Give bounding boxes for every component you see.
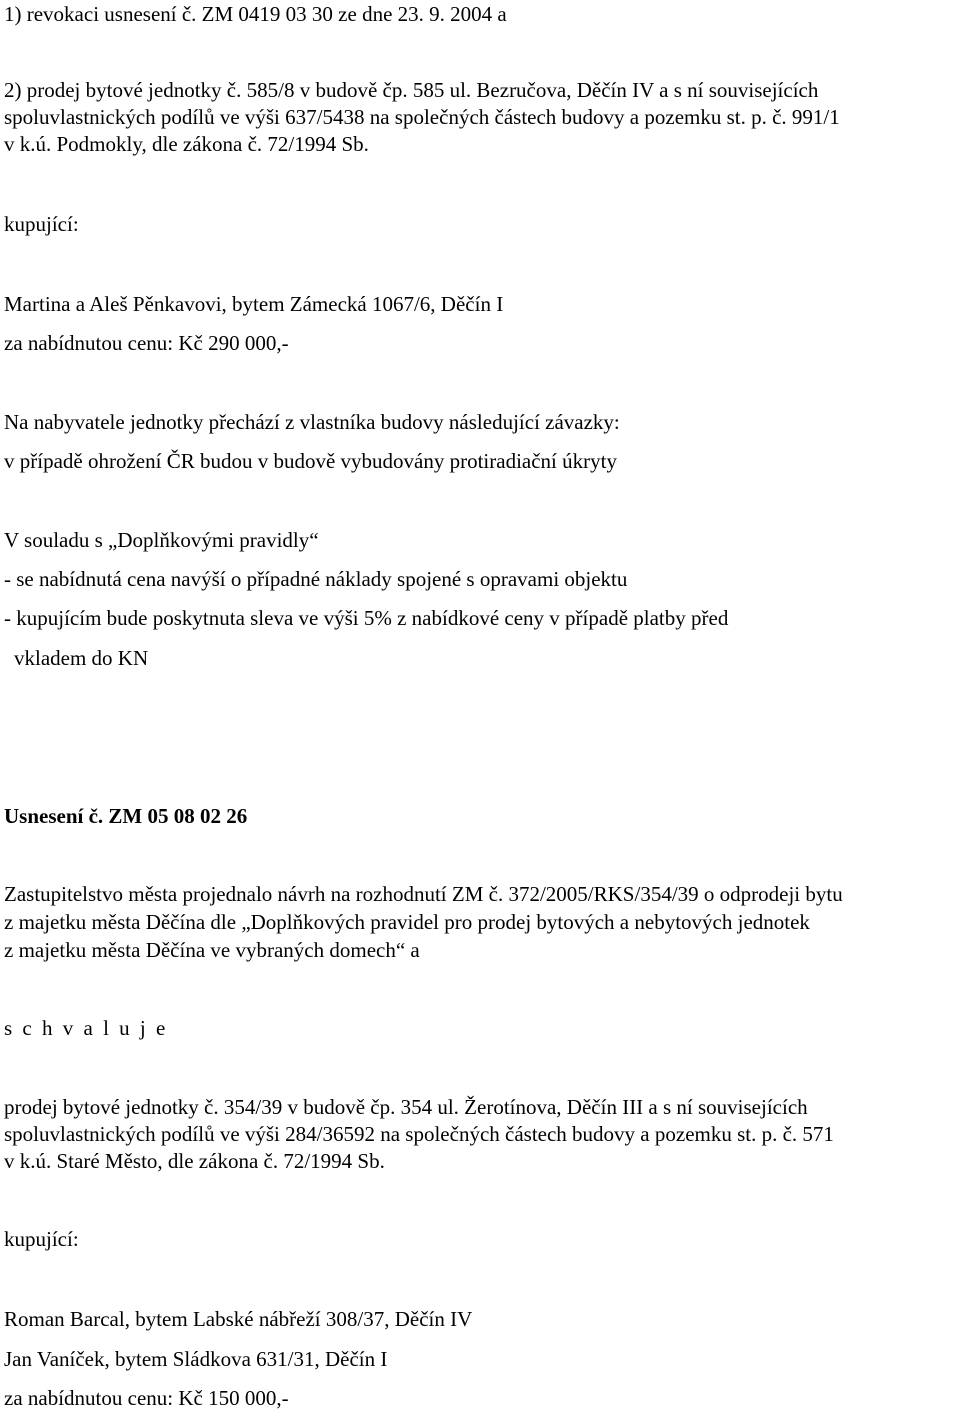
rule-item: - kupujícím bude poskytnuta sleva ve výši 5% z nabídkové ceny v případě platby před [4, 606, 729, 630]
sale-item-line: 2) prodej bytové jednotky č. 585/8 v budově čp. 585 ul. Bezručova, Děčín IV a s ní souvisejících [4, 78, 819, 102]
resolution-intro-line: z majetku města Děčína dle „Doplňkových pravidel pro prodej bytových a nebytových jednotek [4, 910, 810, 934]
resolution-intro-line: z majetku města Děčína ve vybraných domech“ a [4, 938, 420, 962]
obligation-intro: Na nabyvatele jednotky přechází z vlastníka budovy následující závazky: [4, 410, 620, 434]
obligation-text: v případě ohrožení ČR budou v budově vybudovány protiradiační úkryty [4, 449, 617, 473]
resolution-intro-line: Zastupitelstvo města projednalo návrh na rozhodnutí ZM č. 372/2005/RKS/354/39 o odprodeji bytu [4, 882, 843, 906]
buyer-label: kupující: [4, 1227, 79, 1251]
buyer-name: Jan Vaníček, bytem Sládkova 631/31, Děčín I [4, 1347, 388, 1371]
revocation-item: 1) revokaci usnesení č. ZM 0419 03 30 ze dne 23. 9. 2004 a [4, 2, 507, 26]
rules-intro: V souladu s „Doplňkovými pravidly“ [4, 528, 319, 552]
buyer-name: Roman Barcal, bytem Labské nábřeží 308/37, Děčín IV [4, 1307, 473, 1331]
offered-price: za nabídnutou cenu: Kč 150 000,- [4, 1386, 289, 1410]
sale-item-line: spoluvlastnických podílů ve výši 637/5438 na společných částech budovy a pozemku st. p. č. 991/1 [4, 105, 840, 129]
buyer-label: kupující: [4, 212, 79, 236]
resolution-heading: Usnesení č. ZM 05 08 02 26 [4, 804, 248, 828]
sale-description-line: spoluvlastnických podílů ve výši 284/36592 na společných částech budovy a pozemku st. p. č. 571 [4, 1122, 834, 1146]
sale-item-line: v k.ú. Podmokly, dle zákona č. 72/1994 Sb. [4, 132, 369, 156]
sale-description-line: v k.ú. Staré Město, dle zákona č. 72/1994 Sb. [4, 1149, 385, 1173]
buyer-name: Martina a Aleš Pěnkavovi, bytem Zámecká 1067/6, Děčín I [4, 292, 504, 316]
decision-verb: s c h v a l u j e [4, 1016, 168, 1040]
offered-price: za nabídnutou cenu: Kč 290 000,- [4, 331, 289, 355]
rule-item-continuation: vkladem do KN [14, 646, 149, 670]
rule-item: - se nabídnutá cena navýší o případné náklady spojené s opravami objektu [4, 567, 628, 591]
sale-description-line: prodej bytové jednotky č. 354/39 v budově čp. 354 ul. Žerotínova, Děčín III a s ní souvisejících [4, 1095, 808, 1119]
